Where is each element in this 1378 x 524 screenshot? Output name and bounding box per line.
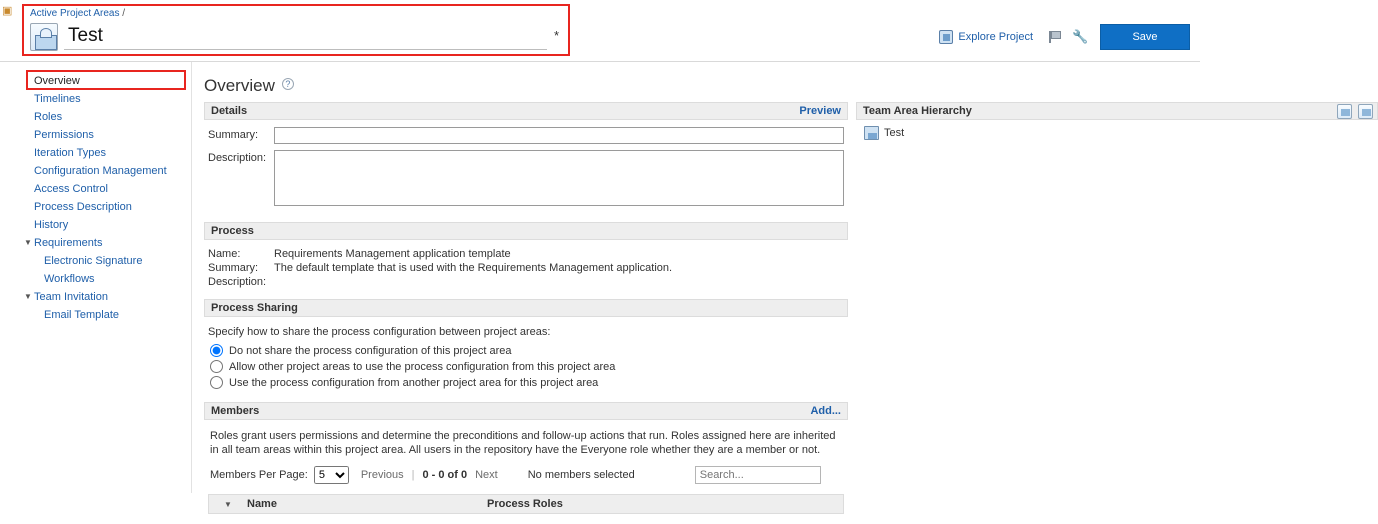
sidebar-item-label: Roles bbox=[34, 111, 63, 123]
process-name-value: Requirements Management application template bbox=[274, 248, 511, 260]
radio-allow-others[interactable] bbox=[210, 360, 223, 373]
content-area bbox=[192, 62, 1200, 510]
details-section-body bbox=[204, 120, 848, 222]
radio-no-share-label: Do not share the process configuration of this project area bbox=[229, 344, 512, 357]
sidebar-item-access-control[interactable] bbox=[0, 180, 191, 198]
sidebar-item-timelines[interactable] bbox=[0, 90, 191, 108]
help-icon[interactable]: ? bbox=[282, 78, 294, 90]
sidebar-item-label: Team Invitation bbox=[34, 291, 108, 303]
column-header-name[interactable]: Name bbox=[247, 498, 277, 510]
sidebar-item-label: Timelines bbox=[34, 93, 81, 105]
sidebar-item-configuration-management[interactable] bbox=[0, 162, 191, 180]
process-section-body bbox=[204, 240, 848, 299]
breadcrumb bbox=[30, 8, 125, 19]
process-sharing-section-body bbox=[204, 317, 848, 402]
process-sharing-heading: Process Sharing bbox=[211, 302, 298, 314]
team-area-header-icons bbox=[1337, 104, 1373, 119]
sidebar-item-email-template[interactable] bbox=[0, 306, 191, 324]
explore-project-link[interactable] bbox=[939, 30, 1033, 44]
save-button[interactable]: Save bbox=[1100, 24, 1190, 50]
tree-node[interactable] bbox=[856, 120, 1378, 140]
process-summary-value: The default template that is used with the Requirements Management application. bbox=[274, 262, 673, 274]
sidebar-item-process-description[interactable] bbox=[0, 198, 191, 216]
description-field-row bbox=[208, 150, 844, 206]
header-actions bbox=[939, 24, 1200, 50]
sidebar-item-roles[interactable] bbox=[0, 108, 191, 126]
members-selection-status: No members selected bbox=[527, 469, 635, 481]
members-note: Roles grant users permissions and determine the preconditions and follow-up actions that run. Roles assigned here are inherited in all team areas within this project area. All users in the repository have the Everyone role whether they are a member or not. bbox=[210, 430, 836, 456]
sort-caret-icon[interactable]: ▼ bbox=[224, 499, 232, 509]
members-table-header bbox=[208, 494, 844, 514]
add-member-button[interactable]: Add... bbox=[810, 405, 841, 417]
sidebar-item-label: Permissions bbox=[34, 129, 94, 141]
details-heading: Details bbox=[211, 105, 248, 117]
sidebar-item-label: Email Template bbox=[44, 309, 119, 321]
members-section-body bbox=[204, 420, 848, 524]
process-name-label: Name: bbox=[208, 248, 241, 260]
previous-page-link[interactable]: Previous bbox=[360, 469, 404, 481]
sidebar-item-label: History bbox=[34, 219, 69, 231]
column-header-process-roles[interactable]: Process Roles bbox=[487, 498, 563, 510]
team-area-collapse-icon[interactable] bbox=[1337, 104, 1352, 119]
team-area-icon bbox=[864, 126, 879, 140]
flag-icon[interactable] bbox=[1047, 30, 1060, 44]
members-section-header bbox=[204, 402, 848, 420]
radio-allow-others-label: Allow other project areas to use the process configuration from this project area bbox=[229, 360, 616, 373]
process-description-value bbox=[274, 275, 844, 289]
process-sharing-option-use-other[interactable] bbox=[208, 376, 844, 389]
sidebar-item-iteration-types[interactable] bbox=[0, 144, 191, 162]
team-area-tree bbox=[856, 120, 1378, 140]
members-per-page-select[interactable] bbox=[314, 466, 349, 484]
application-icon: ▣ bbox=[2, 5, 13, 17]
sidebar-item-label: Electronic Signature bbox=[44, 255, 143, 267]
page-body bbox=[0, 62, 1200, 510]
radio-use-other[interactable] bbox=[210, 376, 223, 389]
details-section-header bbox=[204, 102, 848, 120]
process-description-label: Description: bbox=[208, 276, 267, 288]
process-sharing-section-header bbox=[204, 299, 848, 317]
sidebar-item-permissions[interactable] bbox=[0, 126, 191, 144]
sidebar-item-workflows[interactable] bbox=[0, 270, 191, 288]
chevron-down-icon[interactable]: ▼ bbox=[24, 238, 32, 247]
sidebar-item-team-invitation[interactable] bbox=[0, 288, 191, 306]
summary-input[interactable] bbox=[274, 127, 844, 144]
tree-node-label: Test bbox=[884, 127, 905, 139]
chevron-down-icon[interactable]: ▼ bbox=[24, 292, 32, 301]
team-area-heading: Team Area Hierarchy bbox=[863, 105, 972, 117]
process-sharing-option-allow-others[interactable] bbox=[208, 360, 844, 373]
sidebar-item-label: Iteration Types bbox=[34, 147, 106, 159]
page-header bbox=[0, 0, 1200, 62]
sidebar-item-history[interactable] bbox=[0, 216, 191, 234]
radio-use-other-label: Use the process configuration from another project area for this project area bbox=[229, 376, 599, 389]
breadcrumb-link-active-project-areas[interactable]: Active Project Areas bbox=[30, 8, 120, 19]
members-per-page-label: Members Per Page: bbox=[210, 469, 308, 481]
sidebar-item-label: Process Description bbox=[34, 201, 132, 213]
members-toolbar bbox=[210, 466, 844, 484]
process-sharing-option-no-share[interactable] bbox=[208, 344, 844, 357]
team-area-hierarchy-panel bbox=[856, 102, 1378, 140]
team-area-section-header bbox=[856, 102, 1378, 120]
breadcrumb-separator: / bbox=[122, 8, 126, 19]
team-area-add-icon[interactable] bbox=[1358, 104, 1373, 119]
sidebar-item-label: Workflows bbox=[44, 273, 95, 285]
sidebar-item-label: Access Control bbox=[34, 183, 108, 195]
process-summary-label: Summary: bbox=[208, 262, 259, 274]
pagination-range: 0 - 0 of 0 bbox=[422, 469, 468, 481]
process-details-grid bbox=[208, 247, 844, 289]
sidebar-item-label: Requirements bbox=[34, 237, 103, 249]
sidebar-item-overview[interactable] bbox=[0, 72, 191, 90]
description-label: Description: bbox=[208, 152, 267, 164]
summary-field-row bbox=[208, 127, 844, 144]
preview-link[interactable]: Preview bbox=[799, 105, 841, 117]
explore-project-label: Explore Project bbox=[958, 31, 1033, 43]
project-title-highlight-box bbox=[22, 4, 570, 56]
summary-label: Summary: bbox=[208, 129, 259, 141]
sidebar-item-requirements[interactable] bbox=[0, 234, 191, 252]
members-heading: Members bbox=[211, 405, 260, 417]
members-search-input[interactable] bbox=[695, 466, 821, 484]
page-title: Overview bbox=[204, 76, 275, 95]
sidebar bbox=[0, 62, 192, 493]
explore-project-icon bbox=[939, 30, 953, 44]
description-textarea[interactable] bbox=[274, 150, 844, 206]
process-section-header bbox=[204, 222, 848, 240]
main-column bbox=[204, 102, 848, 524]
process-heading: Process bbox=[211, 225, 254, 237]
project-area-icon bbox=[30, 23, 58, 51]
sidebar-item-label: Overview bbox=[34, 75, 80, 87]
wrench-icon[interactable]: 🔧 bbox=[1072, 29, 1089, 44]
process-sharing-hint: Specify how to share the process configuration between project areas: bbox=[208, 326, 551, 338]
sidebar-item-electronic-signature[interactable] bbox=[0, 252, 191, 270]
pagination-separator: | bbox=[411, 469, 415, 481]
required-field-marker: * bbox=[554, 28, 560, 43]
next-page-link[interactable]: Next bbox=[475, 469, 498, 481]
sidebar-item-label: Configuration Management bbox=[34, 165, 167, 177]
radio-no-share[interactable] bbox=[210, 344, 223, 357]
project-name-input[interactable] bbox=[64, 24, 547, 50]
